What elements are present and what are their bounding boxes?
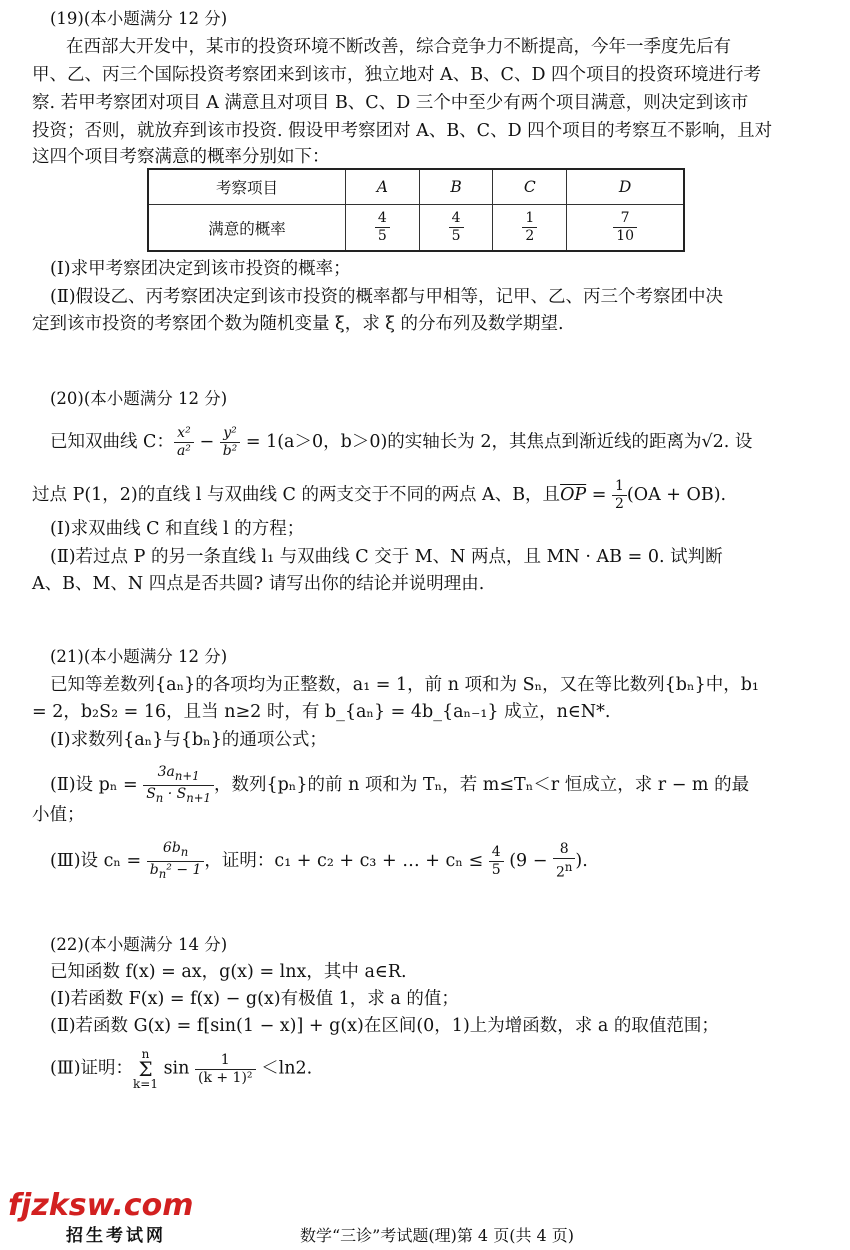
q21-part-2: (Ⅱ)设 pₙ = $\frac{3a_{n+1}}{S_n \cdot S_{n+1}}$ ，数列{pₙ}的前 n 项和为 Tₙ，若 m≤Tₙ＜r 恒成立，求 r − m 的最: [50, 764, 750, 805]
q22-line-1: 已知函数 f(x) = ax，g(x) = lnx，其中 a∈R.: [50, 962, 407, 982]
q20-line-1: 已知双曲线 C： $\frac{\text{x²}}{\text{a²}}$ − $\frac{\text{y²}}{\text{b²}}$ = 1(a＞0，b＞0)的实轴长为 2，其焦点到渐近线的距离为√2. 设: [50, 425, 753, 459]
q21-line-2: = 2，b₂S₂ = 16，且当 n≥2 时，有 b_{aₙ} = 4b_{aₙ₋₁} 成立，n∈N*.: [32, 702, 611, 722]
q21-part-2-tail: 小值；: [32, 805, 85, 825]
q20-header: (20)(本小题满分 12 分): [50, 389, 228, 408]
q19-line-2: 甲、乙、丙三个国际投资考察团来到该市，独立地对 A、B、C、D 四个项目的投资环境进行考: [32, 65, 762, 85]
table-col-b: B: [419, 169, 493, 205]
q21-part-3: (Ⅲ)设 cₙ = $\frac{6b_n}{b_n^2 - 1}$ ，证明：c₁ + c₂ + c₃ + … + cₙ ≤ $\frac{4}{5}$ (9 − $\frac{8}{2^n}$ ).: [50, 840, 588, 881]
q20-part-1: (Ⅰ)求双曲线 C 和直线 l 的方程；: [50, 519, 305, 539]
table-col-c: C: [493, 169, 567, 205]
page-footer: 数学“三诊”考试题(理)第 4 页(共 4 页): [300, 1226, 575, 1245]
q19-part-1: (Ⅰ)求甲考察团决定到该市投资的概率；: [50, 259, 351, 279]
site-logo[interactable]: [8, 1188, 193, 1246]
table-cell-prob-b: $\frac{4}{5}$: [419, 205, 493, 252]
table-cell-prob-d: $\frac{7}{10}$: [567, 205, 684, 252]
table-col-d: D: [567, 169, 684, 205]
probability-table: [147, 168, 685, 252]
table-cell-prob-a: $\frac{4}{5}$: [346, 205, 420, 252]
q21-part-1: (Ⅰ)求数列{aₙ}与{bₙ}的通项公式；: [50, 730, 327, 750]
q20-part-2a: (Ⅱ)若过点 P 的另一条直线 l₁ 与双曲线 C 交于 M、N 两点，且 MN · AB = 0. 试判断: [50, 547, 723, 567]
q22-part-3: (Ⅲ)证明： n Σ k=1 sin $\frac{1}{\text{(k + 1)²}}$ ＜ln2.: [50, 1047, 313, 1091]
q22-part-1: (Ⅰ)若函数 F(x) = f(x) − g(x)有极值 1，求 a 的值；: [50, 989, 459, 1009]
table-row-header-items: 考察项目: [148, 169, 346, 205]
q22-part-2: (Ⅱ)若函数 G(x) = f[sin(1 − x)] + g(x)在区间(0，1)上为增函数，求 a 的取值范围；: [50, 1016, 719, 1036]
logo-tagline: 招生考试网: [66, 1226, 166, 1246]
q19-line-4: 投资；否则，就放弃到该市投资. 假设甲考察团对 A、B、C、D 四个项目的考察互不影响，且对: [32, 121, 773, 141]
table-col-a: A: [346, 169, 420, 205]
q19-part-2a: (Ⅱ)假设乙、丙考察团决定到该市投资的概率都与甲相等，记甲、乙、丙三个考察团中决: [50, 287, 724, 307]
q20-line-2: 过点 P(1，2)的直线 l 与双曲线 C 的两支交于不同的两点 A、B，且$\overline{OP}$ = $\frac{1}{2}$ (OA + OB).: [32, 478, 727, 512]
q19-header: (19)(本小题满分 12 分): [50, 9, 228, 28]
logo-brand: fjzksw.com: [8, 1188, 194, 1223]
q22-header: (22)(本小题满分 14 分): [50, 935, 228, 954]
q20-part-2b: A、B、M、N 四点是否共圆? 请写出你的结论并说明理由.: [32, 574, 485, 594]
table-cell-prob-c: $\frac{1}{2}$: [493, 205, 567, 252]
q19-line-3: 察. 若甲考察团对项目 A 满意且对项目 B、C、D 三个中至少有两个项目满意，则决定到该市: [32, 93, 749, 113]
table-row-header-prob: 满意的概率: [148, 205, 346, 252]
q21-line-1: 已知等差数列{aₙ}的各项均为正整数，a₁ = 1，前 n 项和为 Sₙ，又在等比数列{bₙ}中，b₁: [50, 675, 759, 695]
q19-line-1: 在西部大开发中，某市的投资环境不断改善，综合竞争力不断提高，今年一季度先后有: [66, 37, 731, 57]
q21-header: (21)(本小题满分 12 分): [50, 647, 228, 666]
q19-part-2b: 定到该市投资的考察团个数为随机变量 ξ，求 ξ 的分布列及数学期望.: [32, 314, 564, 334]
q19-line-5: 这四个项目考察满意的概率分别如下：: [32, 147, 330, 167]
